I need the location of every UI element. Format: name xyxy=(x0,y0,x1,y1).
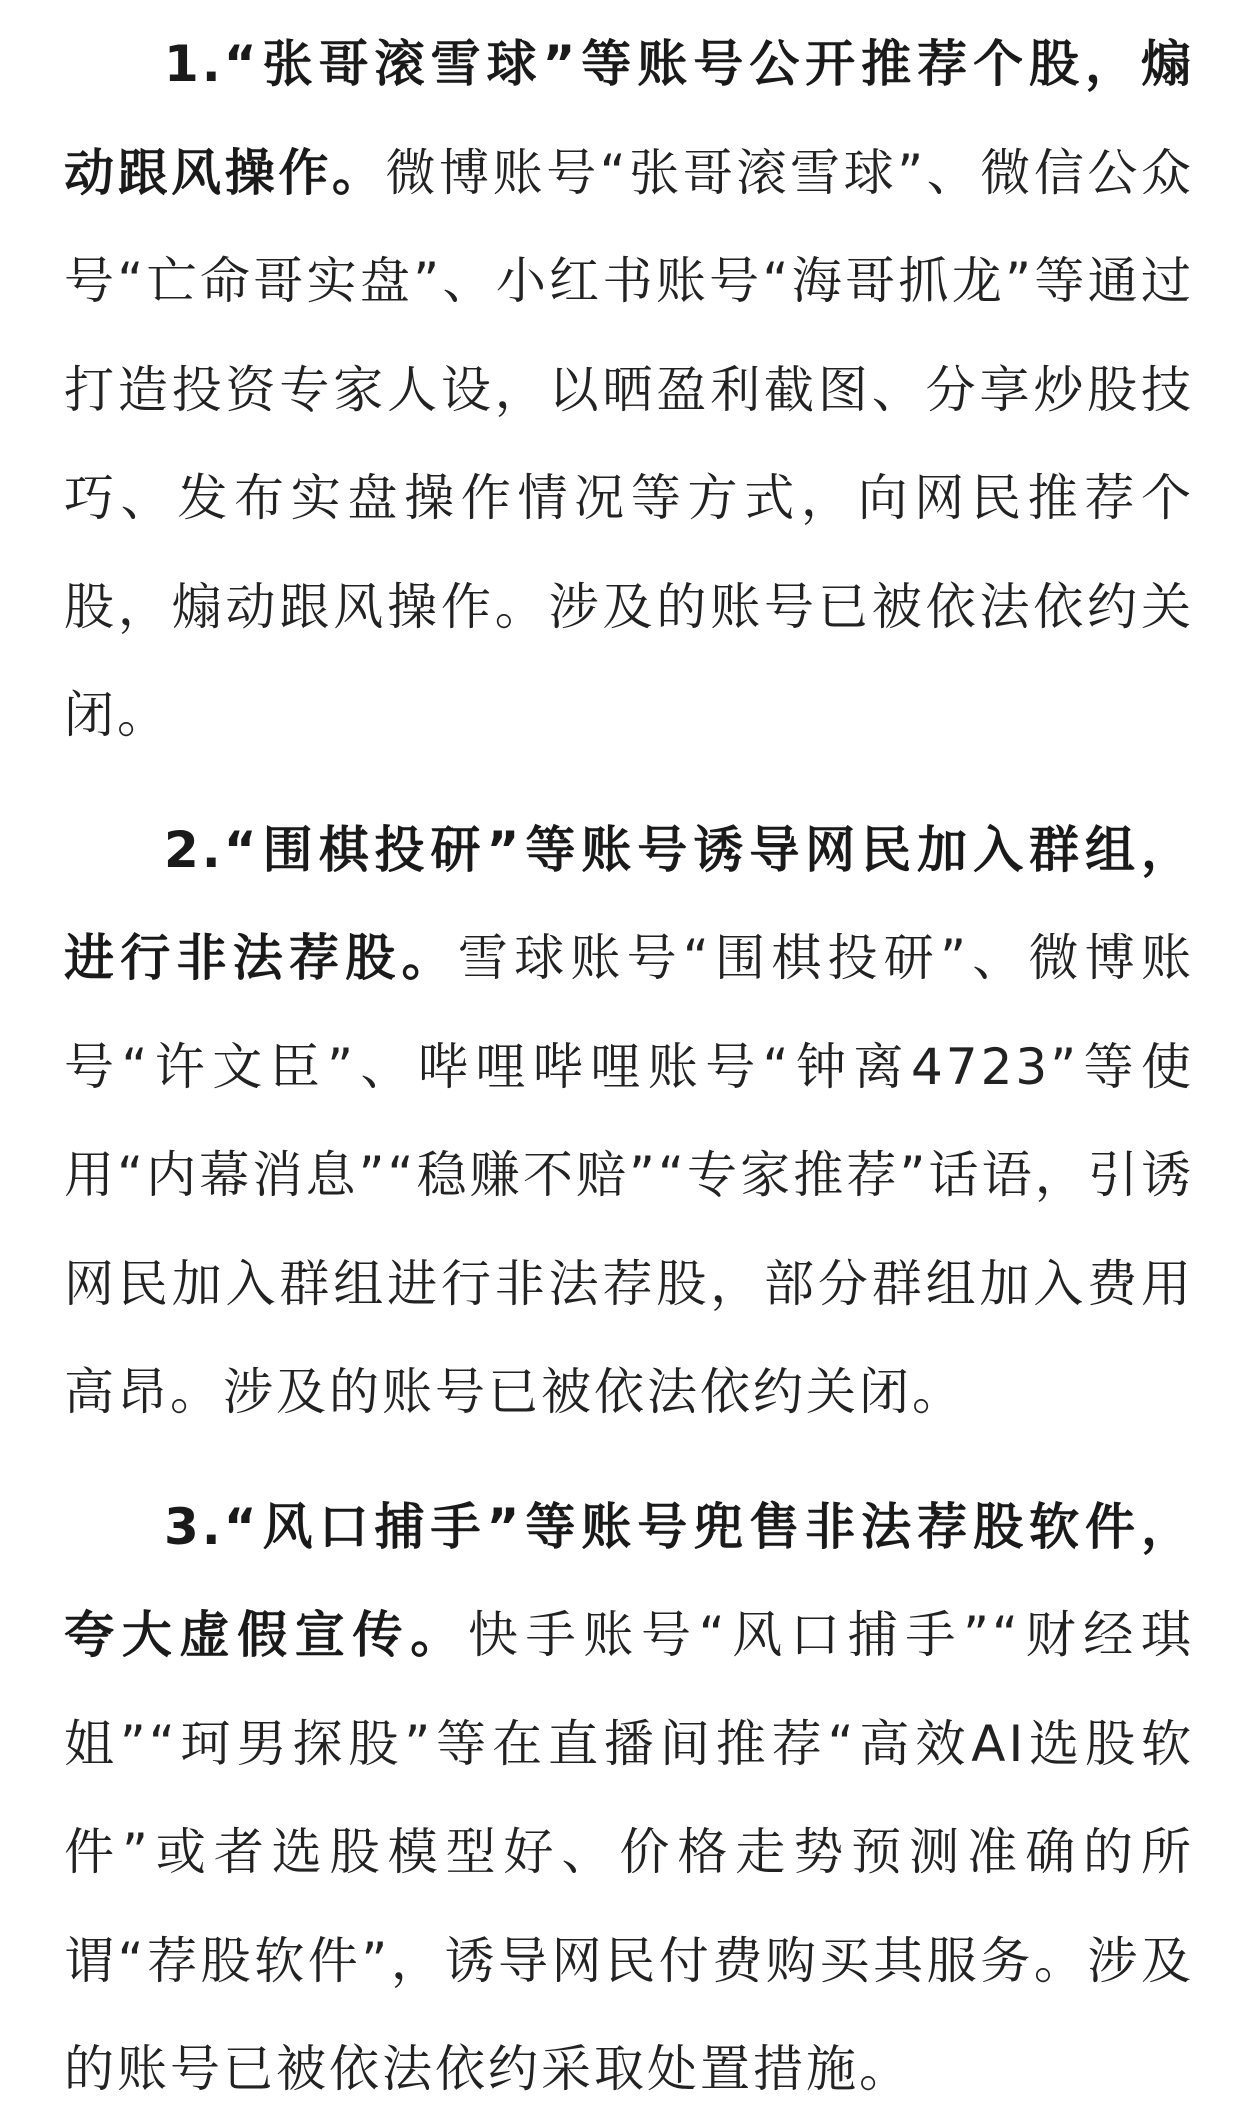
paragraph-1 xyxy=(64,10,1194,770)
paragraph-2-body: 雪球账号“围棋投研”、微博账号“许文臣”、哔哩哔哩账号“钟离4723”等使用“内幕消息”“稳赚不赔”“专家推荐”话语，引诱网民加入群组进行非法荐股，部分群组加入费用高昂。涉及的账号已被依法依约关闭。 xyxy=(64,929,1195,1421)
paragraph-2 xyxy=(64,796,1194,1447)
paragraph-1-body: 微博账号“张哥滚雪球”、微信公众号“亡命哥实盘”、小红书账号“海哥抓龙”等通过打造投资专家人设，以晒盈利截图、分享炒股技巧、发布实盘操作情况等方式，向网民推荐个股，煽动跟风操作。涉及的账号已被依法依约关闭。 xyxy=(64,143,1194,744)
paragraph-2-lead: 2.“围棋投研”等账号诱导网民加入群组，进行非法荐股。 xyxy=(64,820,1194,987)
paragraph-3 xyxy=(64,1473,1194,2124)
paragraph-3-lead: 3.“风口捕手”等账号兜售非法荐股软件，夸大虚假宣传。 xyxy=(64,1497,1194,1664)
article-body xyxy=(64,10,1194,2124)
paragraph-1-lead: 1.“张哥滚雪球”等账号公开推荐个股，煽动跟风操作。 xyxy=(64,35,1194,202)
paragraph-3-body: 快手账号“风口捕手”“财经琪姐”“珂男探股”等在直播间推荐“高效AI选股软件”或者选股模型好、价格走势预测准确的所谓“荐股软件”，诱导网民付费购买其服务。涉及的账号已被依法依约采取处置措施。 xyxy=(64,1606,1195,2098)
